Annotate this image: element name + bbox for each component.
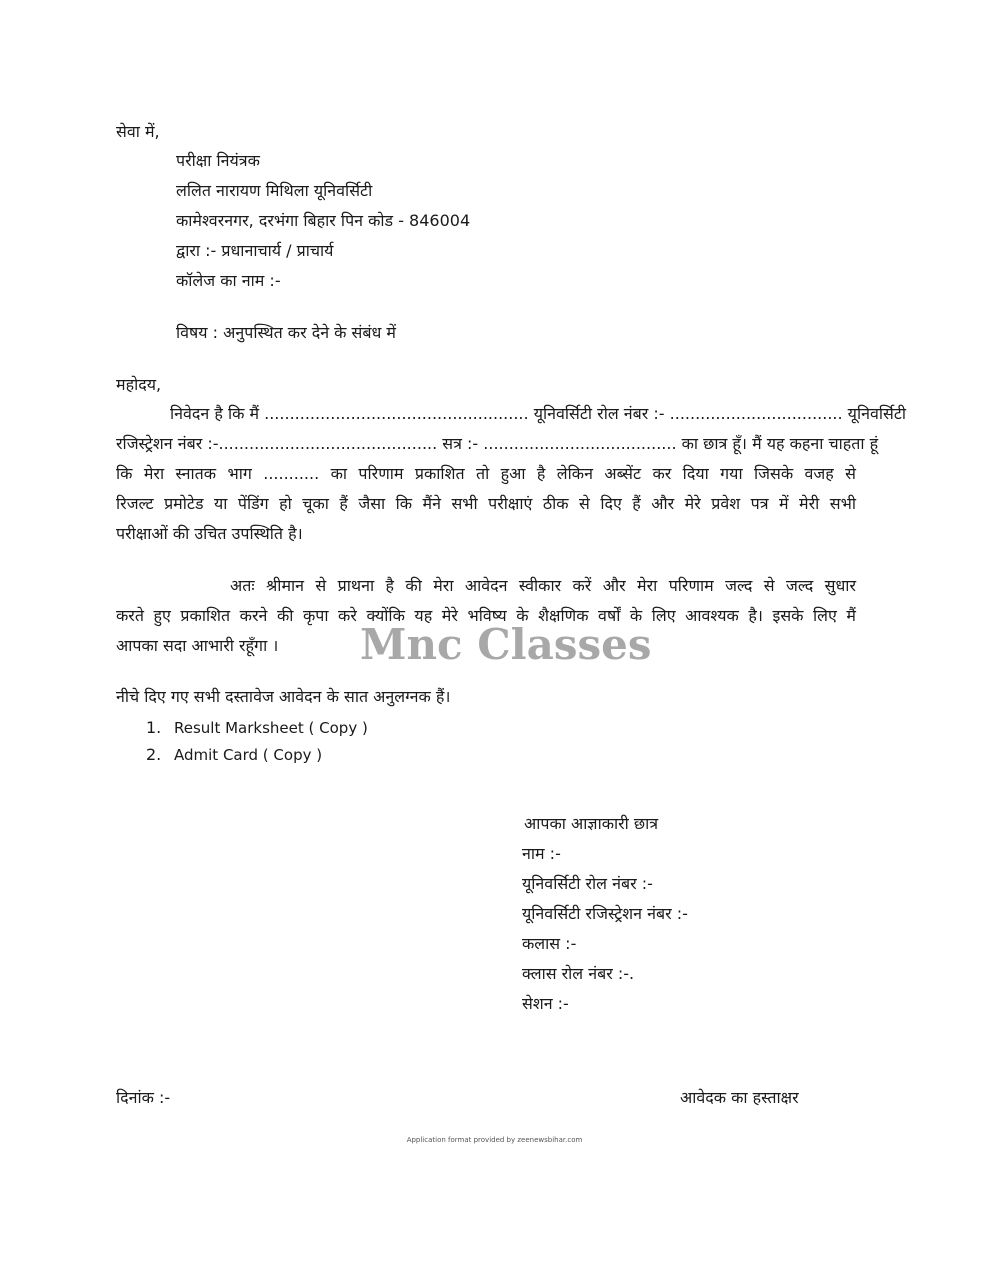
- closing-session: सेशन :-: [522, 994, 569, 1013]
- attachment-item: [146, 745, 322, 765]
- attachment-label: Result Marksheet ( Copy ): [174, 719, 368, 737]
- subject-line: विषय : अनुपस्थित कर देने के संबंध में: [176, 323, 397, 342]
- closing-registration: यूनिवर्सिटी रजिस्ट्रेशन नंबर :-: [522, 904, 688, 923]
- signature-label: आवेदक का हस्ताक्षर: [680, 1088, 799, 1107]
- attachment-label: Admit Card ( Copy ): [174, 746, 323, 764]
- greeting: महोदय,: [116, 375, 162, 394]
- footer-note: Application format provided by zeenewsbihar.com: [406, 1136, 583, 1144]
- body-para2-line-3: आपका सदा आभारी रहूँगा ।: [116, 636, 279, 655]
- attachment-item: [146, 718, 368, 738]
- body-para1-line-1: निवेदन है कि मैं .................................................... यूनिवर्सिटी रोल नंबर :- .................................. यूनिवर्सिटी: [170, 404, 907, 423]
- body-para2-line-2: करते हुए प्रकाशित करने की कृपा करे क्योंकि यह मेरे भविष्य के शैक्षणिक वर्षों के लिए आवश्यक है। इसके लिए मैं: [116, 606, 856, 625]
- recipient-line-5: कॉलेज का नाम :-: [176, 271, 281, 290]
- closing-class-roll: क्लास रोल नंबर :-.: [522, 964, 635, 983]
- list-number: 1.: [146, 718, 162, 737]
- recipient-line-1: परीक्षा नियंत्रक: [176, 151, 260, 170]
- closing-class: कलास :-: [522, 934, 577, 953]
- recipient-line-4: द्वारा :- प्रधानाचार्य / प्राचार्य: [176, 241, 334, 260]
- closing-roll: यूनिवर्सिटी रोल नंबर :-: [522, 874, 653, 893]
- date-label: दिनांक :-: [116, 1088, 171, 1107]
- body-para1-line-2: रजिस्ट्रेशन नंबर :-........................................... सत्र :- ...................................... का छात्र हूँ। मैं यह कहना चाहता हूं: [116, 434, 879, 453]
- recipient-line-3: कामेश्वरनगर, दरभंगा बिहार पिन कोड - 846004: [176, 211, 471, 230]
- body-para1-line-5: परीक्षाओं की उचित उपस्थिति है।: [116, 524, 303, 543]
- body-para1-line-3: कि मेरा स्नातक भाग ........... का परिणाम प्रकाशित तो हुआ है लेकिन अब्सेंट कर दिया गया जिसके वजह से: [116, 464, 856, 483]
- salutation-to: सेवा में,: [116, 122, 160, 141]
- list-number: 2.: [146, 745, 162, 764]
- watermark: Mnc Classes: [360, 620, 652, 669]
- recipient-line-2: ललित नारायण मिथिला यूनिवर्सिटी: [176, 181, 373, 200]
- closing-name: नाम :-: [522, 844, 561, 863]
- closing-line-1: आपका आज्ञाकारी छात्र: [524, 814, 659, 833]
- body-para1-line-4: रिजल्ट प्रमोटेड या पेंडिंग हो चूका हैं जैसा कि मैंने सभी परीक्षाएं ठीक से दिए हैं और मेरे प्रवेश पत्र में मेरी सभी: [116, 494, 856, 513]
- attachments-intro: नीचे दिए गए सभी दस्तावेज आवेदन के सात अनुलग्नक हैं।: [116, 687, 451, 706]
- body-para2-line-1: अतः श्रीमान से प्राथना है की मेरा आवेदन स्वीकार करें और मेरा परिणाम जल्द से जल्द सुधार: [230, 576, 856, 595]
